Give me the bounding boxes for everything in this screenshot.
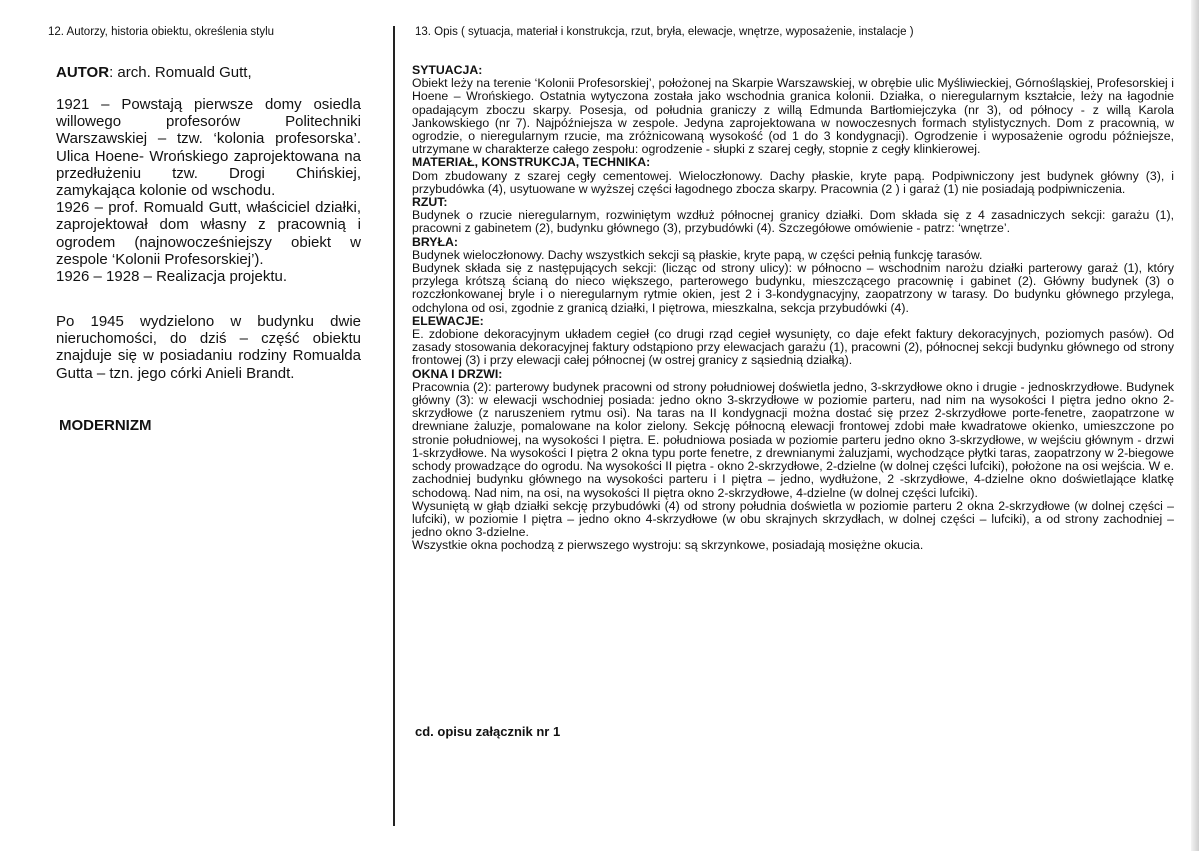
section-paragraph: Dom zbudowany z szarej cegły cementowej. Wieloczłonowy. Dachy płaskie, kryte papą. Podpiwniczony jest budynek główny (3), i przybudówka (4), usytuowane w wyższej części łagodnego zbocza skarpy. Pracownia (2 ) i garaż (1) nie posiadają podpiwniczenia.	[412, 168, 1174, 196]
section-heading: ELEWACJE:	[412, 313, 484, 328]
section-paragraph: Pracownia (2): parterowy budynek pracowni od strony południowej doświetla jedno, 3-skrzydłowe okno i drugie - jednoskrzydłowe. Budynek główny (3): w elewacji wschodniej posiada: jedno okno 3-skrzydłowe w poziomie parteru, nad nim na wysokości I piętra jedno okno 2-skrzydłowe (z naruszeniem rytmu osi). Na taras na II kondygnacji można dostać się przez 2-skrzydłowe porte-fenetre, zaopatrzone w drewniane żaluzje, pomalowane na kolor zielony. Sekcję północną elewacji frontowej zdobi małe kwadratowe okienko, umieszczone po stronie południowej, na wysokości I piętra. E. południowa posiada w poziomie parteru jedno okno 3-skrzydłowe, w wejściu głównym - drzwi 1-skrzydłowe. Na wysokości I piętra 2 okna typu porte fenetre, z drewnianymi żaluzjami, wychodzące płytki taras, zaopatrzony w 2-biegowe schody prowadzące do ogrodu. Na wysokości II piętra - okno 2-skrzydłowe, 2-dzielne (w dolnej części lufciki), położone na osi wejścia. W e. zachodniej budynku głównego na wysokości parteru i I piętra – jedno, wydłużone, 2 -skrzydłowe, 4-dzielne okno doświetlające klatkę schodową. Nad nim, na osi, na wysokości II piętra okno 2-skrzydłowe, 4-dzielne (w dolnej części lufciki).	[412, 379, 1174, 500]
post-1945-text: Po 1945 wydzielono w budynku dwie nieruchomości, do dziś – część obiektu znajduje się w posiadaniu rodziny Romualda Gutta – tzn. jego córki Anieli Brandt.	[56, 313, 361, 382]
scan-edge	[1191, 0, 1199, 851]
section-heading: RZUT:	[412, 195, 448, 210]
section-heading: MATERIAŁ, KONSTRUKCJA, TECHNIKA:	[412, 155, 651, 170]
history-entry: 1926 – 1928 – Realizacja projektu.	[56, 268, 287, 286]
section-paragraph: Budynek składa się z następujących sekcji: (licząc od strony ulicy): w północno – wschodnim narożu działki parterowy garaż (1), który przylega krótszą ścianą do nieco większego, parterowego budynku, mieszczącego pracownię i gabinet (2). Główny budynek (3) o rozczłonkowanej bryle i o nieregularnym rytmie okien, jest 2 i 3-kondygnacyjny, zaopatrzony w tarasy. Do budynku głównego przylega, odchylona od osi, zgodnie z granicą działki, I piętrowa, mieszkalna, sekcja przybudówki (4).	[412, 261, 1174, 315]
left-header: 12. Autorzy, historia obiektu, określenia stylu	[48, 26, 275, 38]
section-heading: BRYŁA:	[412, 234, 458, 249]
continuation-note: cd. opisu załącznik nr 1	[415, 724, 561, 739]
section-paragraph: Wszystkie okna pochodzą z pierwszego wystroju: są skrzynkowe, posiadają mosiężne okucia.	[412, 538, 924, 553]
author-line	[56, 64, 252, 81]
history-entry: 1926 – prof. Romuald Gutt, właściciel działki, zaprojektował dom własny z pracownią i ogrodem (najnowocześniejszy obiekt w zespole ‘Kolonii Profesorskiej’).	[56, 199, 361, 268]
author-value: : arch. Romuald Gutt,	[109, 64, 252, 81]
history-block	[56, 96, 361, 285]
section-paragraph: Obiekt leży na terenie ‘Kolonii Profesorskiej’, położonej na Skarpie Warszawskiej, w obrębie ulic Myśliwieckiej, Górnośląskiej, Profesorskiej i Hoene – Wrońskiego. Ostatnia wytyczona została jako wschodnia granica kolonii. Działka, o nieregularnym kształcie, leży na łagodnie opadającym zboczu skarpy. Posesja, od południa graniczy z willą Edmunda Bartłomiejczyka (nr 3), od północy - z willą Karola Jankowskiego (nr 7). Najpóźniejsza w zespole. Jedyna zaprojektowana w nowoczesnych formach stylistycznych. Dom z pracownią, w ogrodzie, o nieregularnym rzucie, ma zróżnicowaną wysokość (od 1 do 3 kondygnacji). Ogrodzenie i wyposażenie ogrodu późniejsze, utrzymane w charakterze całego zespołu: ogrodzenie - słupki z szarej cegły, stopnie z cegły klinkierowej.	[412, 76, 1174, 157]
style-label: MODERNIZM	[59, 417, 152, 434]
column-divider	[393, 26, 395, 826]
section-paragraph: Budynek wieloczłonowy. Dachy wszystkich sekcji są płaskie, kryte papą, w części pełnią funkcję tarasów.	[412, 247, 983, 262]
author-label: AUTOR	[56, 64, 110, 81]
history-entry: 1921 – Powstają pierwsze domy osiedla willowego profesorów Politechniki Warszawskiej – tzw. ‘kolonia profesorska’. Ulica Hoene- Wrońskiego zaprojektowana na przedłużeniu tzw. Drogi Chińskiej, zamykająca kolonie od wschodu.	[56, 96, 361, 200]
section-paragraph: Wysuniętą w głąb działki sekcję przybudówki (4) od strony południa doświetla w poziomie parteru 2 okna 2-skrzydłowe (w dolnej części – lufciki), w poziomie I piętra – jedno okno 4-skrzydłowe (w obu skrajnych skrzydłach, w dolnej części – lufciki), a od strony zachodniej – jedno okno 3-dzielne.	[412, 498, 1174, 540]
section-heading: OKNA I DRZWI:	[412, 366, 503, 381]
post-1945-block	[56, 313, 361, 382]
section-heading: SYTUACJA:	[412, 63, 483, 77]
description-body	[412, 64, 1174, 553]
right-header: 13. Opis ( sytuacja, materiał i konstrukcja, rzut, bryła, elewacje, wnętrze, wyposażenie, instalacje )	[415, 26, 914, 38]
section-paragraph: Budynek o rzucie nieregularnym, rozwiniętym wzdłuż północnej granicy działki. Dom składa się z 4 zasadniczych sekcji: garażu (1), pracowni z gabinetem (2), budynku głównego (3), przybudówki (4). Szczegółowe omówienie - patrz: ‘wnętrze’.	[412, 208, 1174, 236]
section-paragraph: E. zdobione dekoracyjnym układem cegieł (co drugi rząd cegieł wysunięty, co daje efekt faktury dekoracyjnych, poziomych pasów). Od zasady stosowania dekoracyjnej faktury odstąpiono przy elewacjach garażu (1), pracowni (2), północnej sekcji budynku głównego od strony frontowej (3) i przy elewacji całej północnej (w ostrej granicy z sąsiednią działką).	[412, 327, 1174, 368]
